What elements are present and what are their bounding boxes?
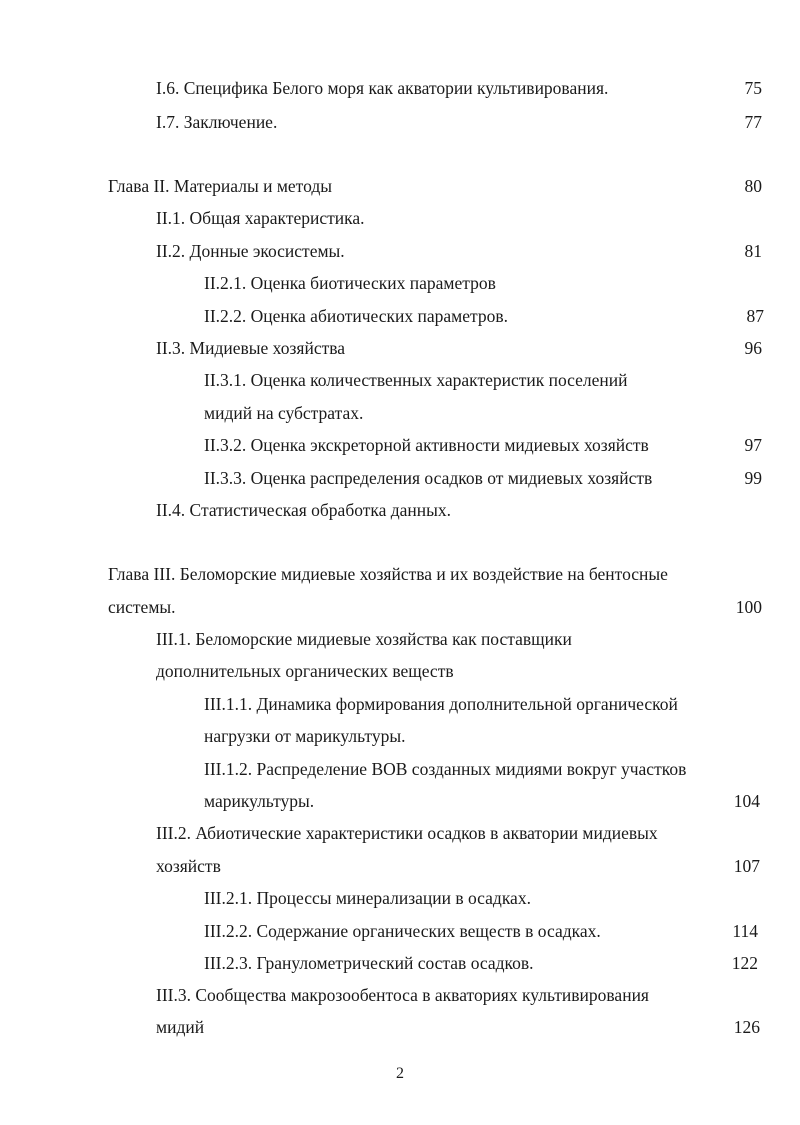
toc-entry-ii2-page: 81 bbox=[744, 241, 762, 261]
toc-entry-i7-title: I.7. Заключение. bbox=[156, 112, 278, 132]
toc-entry-iii2-page: 107 bbox=[733, 856, 760, 876]
toc-entry-ii33-title: II.3.3. Оценка распределения осадков от мидиевых хозяйств bbox=[204, 468, 653, 488]
toc-entry-i6-page: 75 bbox=[744, 78, 762, 98]
toc-entry-i6-title: I.6. Специфика Белого моря как акватории культивирования. bbox=[156, 78, 609, 98]
toc-entry-iii3-page: 126 bbox=[733, 1017, 760, 1037]
toc-entry-iii22-page: 114 bbox=[732, 921, 758, 941]
toc-entry-ii1-title: II.1. Общая характеристика. bbox=[156, 208, 365, 228]
toc-entry-iii3-line2: мидий bbox=[156, 1017, 205, 1037]
toc-entry-ii32-title: II.3.2. Оценка экскреторной активности мидиевых хозяйств bbox=[204, 435, 649, 455]
toc-entry-iii12-line1: III.1.2. Распределение ВОВ созданных мидиями вокруг участков bbox=[204, 759, 687, 779]
toc-entry-ii32-page: 97 bbox=[744, 435, 762, 455]
toc-entry-iii2-line1: III.2. Абиотические характеристики осадков в акватории мидиевых bbox=[156, 823, 658, 843]
toc-entry-iii3-line1: III.3. Сообщества макрозообентоса в акваториях культивирования bbox=[156, 985, 649, 1005]
toc-entry-iii22-title: III.2.2. Содержание органических веществ в осадках. bbox=[204, 921, 601, 941]
toc-entry-iii12-page: 104 bbox=[733, 791, 760, 811]
toc-chapter-2-page: 80 bbox=[744, 176, 762, 196]
page-number: 2 bbox=[396, 1065, 404, 1082]
toc-chapter-3-line2: системы. bbox=[108, 597, 176, 617]
toc-entry-ii3-page: 96 bbox=[744, 338, 762, 358]
toc-entry-iii11-line2: нагрузки от марикультуры. bbox=[204, 726, 406, 746]
toc-entry-iii23-page: 122 bbox=[731, 953, 758, 973]
toc-entry-iii12-line2: марикультуры. bbox=[204, 791, 315, 811]
toc-entry-ii33-page: 99 bbox=[744, 468, 762, 488]
toc-entry-iii1-line2: дополнительных органических веществ bbox=[156, 661, 454, 681]
toc-entry-ii31-line1: II.3.1. Оценка количественных характеристик поселений bbox=[204, 370, 628, 390]
toc-entry-ii22-title: II.2.2. Оценка абиотических параметров. bbox=[204, 306, 508, 326]
toc-entry-ii2-title: II.2. Донные экосистемы. bbox=[156, 241, 345, 261]
toc-entry-iii21-title: III.2.1. Процессы минерализации в осадках. bbox=[204, 888, 531, 908]
toc-entry-iii1-line1: III.1. Беломорские мидиевые хозяйства как поставщики bbox=[156, 629, 572, 649]
toc-entry-ii3-title: II.3. Мидиевые хозяйства bbox=[156, 338, 346, 358]
toc-chapter-3-page: 100 bbox=[735, 597, 762, 617]
toc-entry-iii11-line1: III.1.1. Динамика формирования дополнительной органической bbox=[204, 694, 678, 714]
toc-entry-ii22-page: 87 bbox=[746, 306, 764, 326]
toc-entry-iii2-line2: хозяйств bbox=[156, 856, 221, 876]
toc-chapter-2-title: Глава II. Материалы и методы bbox=[108, 176, 332, 196]
toc-entry-iii23-title: III.2.3. Гранулометрический состав осадков. bbox=[204, 953, 534, 973]
toc-chapter-3-line1: Глава III. Беломорские мидиевые хозяйства и их воздействие на бентосные bbox=[108, 564, 668, 584]
toc-entry-ii4-title: II.4. Статистическая обработка данных. bbox=[156, 500, 452, 520]
toc-entry-ii31-line2: мидий на субстратах. bbox=[204, 403, 364, 423]
toc-entry-i7-page: 77 bbox=[744, 112, 762, 132]
toc-entry-ii21-title: II.2.1. Оценка биотических параметров bbox=[204, 273, 496, 293]
